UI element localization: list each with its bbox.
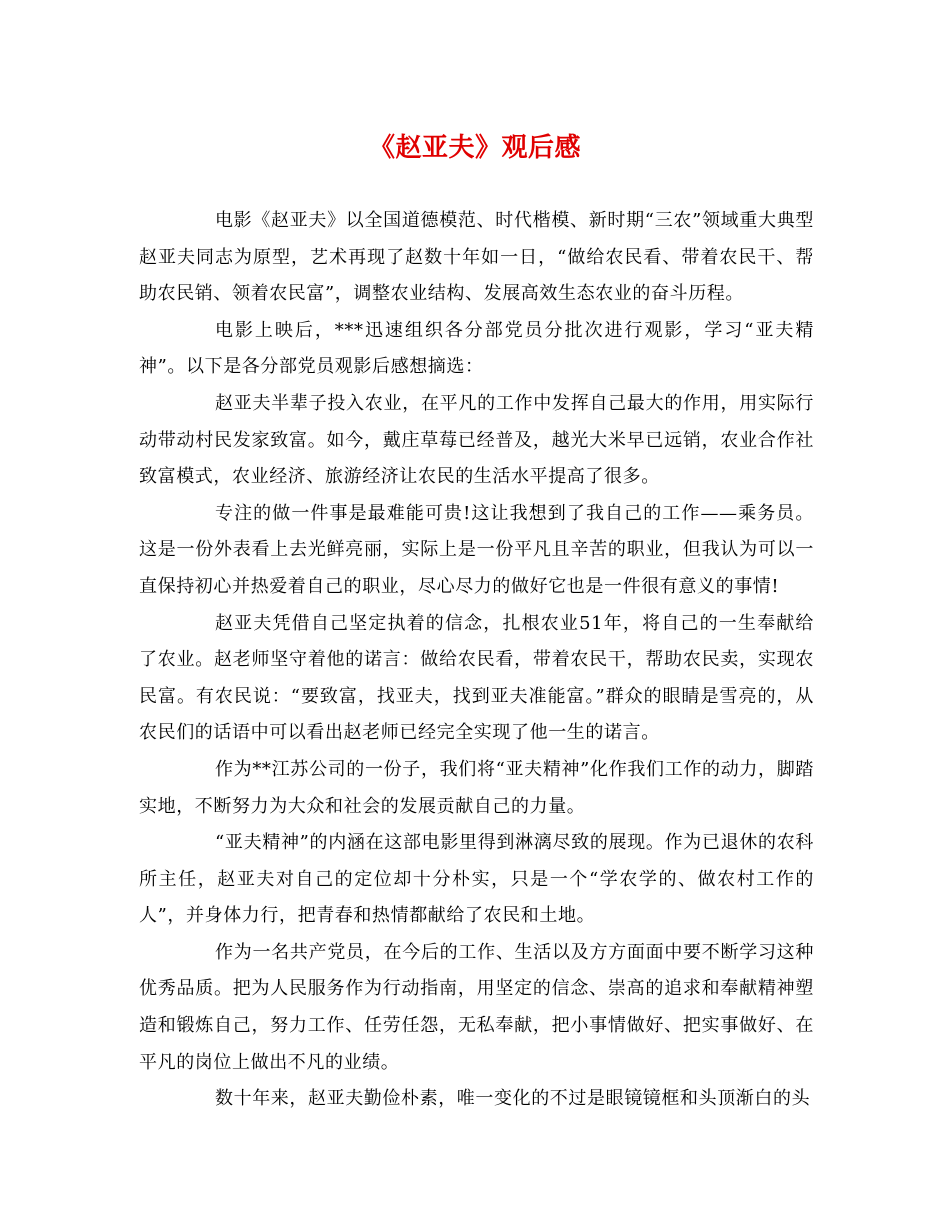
paragraph-5: 赵亚夫凭借自己坚定执着的信念，扎根农业51年，将自己的一生奉献给了农业。赵老师坚守着他的诺言：做给农民看，带着农民干，帮助农民卖，实现农民富。有农民说：“要致富，找亚夫，找到亚夫准能富。”群众的眼睛是雪亮的，从农民们的话语中可以看出赵老师已经完全实现了他一生的诺言。 (139, 612, 814, 744)
paragraph-8: 作为一名共产党员，在今后的工作、生活以及方方面面中要不断学习这种优秀品质。把为人民服务作为行动指南，用坚定的信念、崇高的追求和奉献精神塑造和锻炼自己，努力工作、任劳任怨，无私奉献，把小事情做好、把实事做好、在平凡的岗位上做出不凡的业绩。 (139, 941, 814, 1073)
paragraph-3: 赵亚夫半辈子投入农业，在平凡的工作中发挥自己最大的作用，用实际行动带动村民发家致富。如今，戴庄草莓已经普及，越光大米早已远销，农业合作社致富模式，农业经济、旅游经济让农民的生活水平提高了很多。 (139, 392, 814, 488)
paragraph-1: 电影《赵亚夫》以全国道德模范、时代楷模、新时期“三农”领域重大典型赵亚夫同志为原型，艺术再现了赵数十年如一日，“做给农民看、带着农民干、帮助农民销、领着农民富”，调整农业结构、发展高效生态农业的奋斗历程。 (139, 210, 814, 305)
paragraph-4: 专注的做一件事是最难能可贵!这让我想到了我自己的工作——乘务员。这是一份外表看上去光鲜亮丽，实际上是一份平凡且辛苦的职业，但我认为可以一直保持初心并热爱着自己的职业，尽心尽力的做好它也是一件很有意义的事情! (139, 502, 814, 597)
document-title: 《赵亚夫》观后感 (368, 133, 581, 163)
document-body (139, 203, 814, 1118)
paragraph-7: “亚夫精神”的内涵在这部电影里得到淋漓尽致的展现。作为已退休的农科所主任，赵亚夫对自己的定位却十分朴实，只是一个“学农学的、做农村工作的人”，并身体力行，把青春和热情都献给了农民和土地。 (139, 832, 814, 927)
paragraph-6: 作为**江苏公司的一份子，我们将“亚夫精神”化作我们工作的动力，脚踏实地，不断努力为大众和社会的发展贡献自己的力量。 (139, 758, 814, 817)
paragraph-2: 电影上映后，***迅速组织各分部党员分批次进行观影，学习“亚夫精神”。以下是各分部党员观影后感想摘选： (139, 319, 814, 378)
paragraph-9: 数十年来，赵亚夫勤俭朴素，唯一变化的不过是眼镜镜框和头顶渐白的头 (215, 1088, 811, 1110)
